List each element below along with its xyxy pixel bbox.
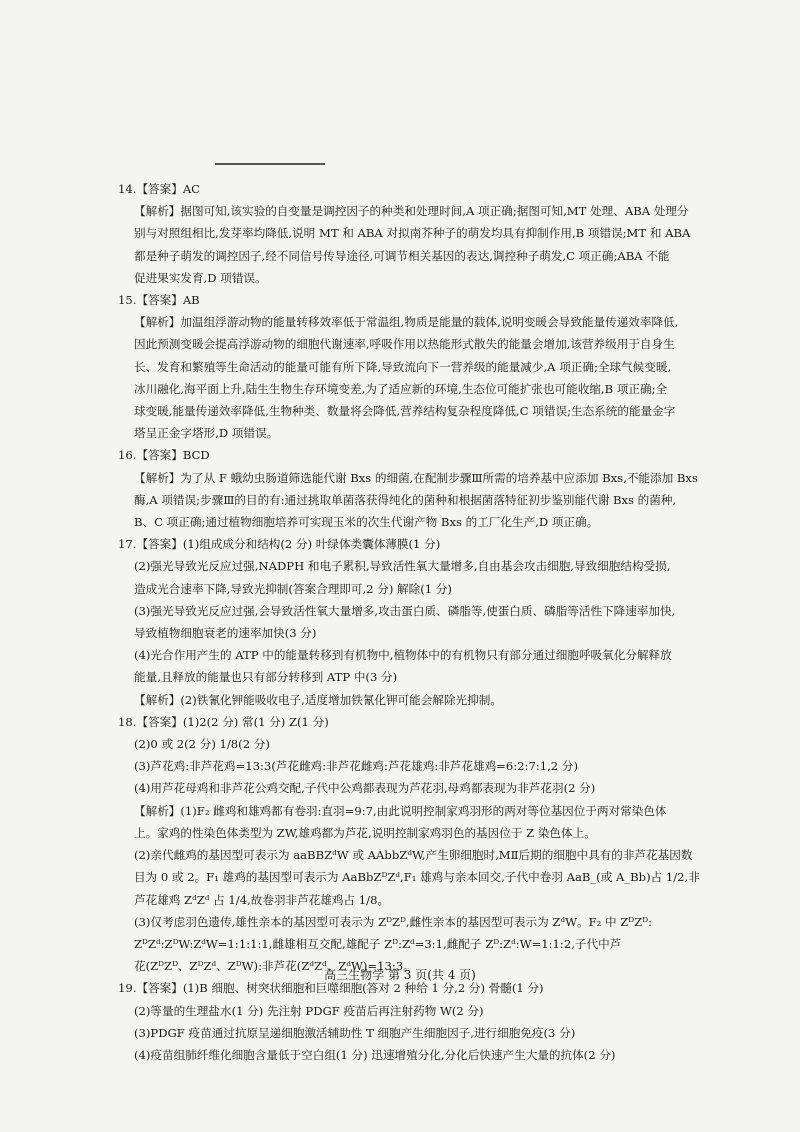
text-line: (4)疫苗组肺纤维化细胞含量低于空白组(1 分) 迅速增殖分化,分化后快速产生大量的抗体(2 分) [134,1047,616,1062]
text-line: 塔呈正金字塔形,D 项错误。 [134,426,279,441]
text-line: 冰川融化,海平面上升,陆生生物生存环境变差,为了适应新的环境,生态位可能扩张也可能收缩,B 项正确;全 [134,381,668,396]
answer-text-body [118,178,700,1066]
text-line: 17.【答案】(1)组成成分和结构(2 分) 叶绿体类囊体薄膜(1 分) [118,537,441,552]
text-line: (3)PDGF 疫苗通过抗原呈递细胞激活辅助性 T 细胞产生细胞因子,进行细胞免疫(3 分) [134,1025,576,1040]
text-line: (2)等量的生理盐水(1 分) 先注射 PDGF 疫苗后再注射药物 W(2 分) [134,1003,484,1018]
text-line: 18.【答案】(1)2(2 分) 常(1 分) Z(1 分) [118,714,329,729]
text-line: 造成光合速率下降,导致光抑制(答案合理即可,2 分) 解除(1 分) [134,581,452,596]
text-line: 酶,A 项错误;步骤Ⅲ的目的有:通过挑取单菌落获得纯化的菌种和根据菌落特征初步鉴别能代谢 Bxs 的菌种, [134,492,677,507]
scan-artifact-line [215,163,325,165]
text-line: 【解析】加温组浮游动物的能量转移效率低于常温组,物质是能量的载体,说明变暖会导致能量传递效率降低, [134,315,679,330]
text-line: (2)0 或 2(2 分) 1/8(2 分) [134,737,270,752]
text-line: 【解析】(2)铁氰化钾能吸收电子,适度增加铁氰化钾可能会解除光抑制。 [134,692,502,707]
text-line: 芦花雄鸡 ZᵈZᵈ 占 1/4,故卷羽非芦花雄鸡占 1/8。 [134,892,390,907]
text-line: 19.【答案】(1)B 细胞、树突状细胞和巨噬细胞(答对 2 种给 1 分,2 分) 骨髓(1 分) [118,981,544,996]
text-line: 16.【答案】BCD [118,448,210,463]
text-line: 15.【答案】AB [118,293,200,308]
text-line: 【解析】据图可知,该实验的自变量是调控因子的种类和处理时间,A 项正确;据图可知,MT 处理、ABA 处理分 [134,204,689,219]
text-line: B、C 项正确;通过植物细胞培养可实现玉米的次生代谢产物 Bxs 的工厂化生产,D 项正确。 [134,515,599,530]
text-line: 促进果实发育,D 项错误。 [134,270,267,285]
text-line: 因此预测变暖会提高浮游动物的细胞代谢速率,呼吸作用以热能形式散失的能量会增加,该营养级用于自身生 [134,337,675,352]
page-footer: 高三生物学 第 3 页(共 4 页) [324,968,476,982]
text-line: ZᴰZᵈ:ZᴰW:ZᵈW=1:1:1:1,雌雄相互交配,雄配子 Zᴰ:Zᵈ=3:1,雌配子 Zᴰ:Zᵈ:W=1:1:2,子代中芦 [134,936,622,951]
text-line: 都是种子萌发的调控因子,经不同信号传导途径,可调节相关基因的表达,调控种子萌发,C 项正确;ABA 不能 [134,248,670,263]
text-line: 别与对照组相比,发芽率均降低,说明 MT 和 ABA 对拟南芥种子的萌发均具有抑制作用,B 项错误;MT 和 ABA [134,226,691,241]
text-line: 【解析】为了从 F 蛾幼虫肠道筛选能代谢 Bxs 的细菌,在配制步骤Ⅲ所需的培养基中应添加 Bxs,不能添加 Bxs [134,470,698,485]
text-line: 14.【答案】AC [118,182,201,196]
text-line: 导致植物细胞衰老的速率加快(3 分) [134,626,317,641]
text-line: (4)光合作用产生的 ATP 中的能量转移到有机物中,植物体中的有机物只有部分通过细胞呼吸氧化分解释放 [134,648,672,663]
text-line: 目为 0 或 2。F₁ 雄鸡的基因型可表示为 AaBbZᴰZᵈ,F₁ 雄鸡与亲本回交,子代中卷羽 AaB_(或 A_Bb)占 1/2,非 [134,870,700,885]
text-line: 花(ZᴰZᴰ、ZᴰZᵈ、ZᴰW):非芦花(ZᵈZᵈ、ZᵈW)=13:3。 [134,959,415,974]
text-line: (2)亲代雌鸡的基因型可表示为 aaBBZᵈW 或 AAbbZᵈW,产生卵细胞时,MⅡ后期的细胞中具有的非芦花基因数 [134,848,693,863]
text-line: (3)强光导致光反应过强,会导致活性氧大量增多,攻击蛋白质、磷脂等,使蛋白质、磷脂等活性下降速率加快, [134,603,676,618]
text-line: 能量,且释放的能量也只有部分转移到 ATP 中(3 分) [134,670,398,685]
text-line: (3)芦花鸡:非芦花鸡=13:3(芦花雌鸡:非芦花雌鸡:芦花雄鸡:非芦花雄鸡=6:2:7:1,2 分) [134,759,578,774]
text-line: (3)仅考虑羽色遗传,雄性亲本的基因型可表示为 ZᴰZᴰ,雌性亲本的基因型可表示为 ZᵈW。F₂ 中 ZᴰZᴰ: [134,914,652,929]
text-line: (2)强光导致光反应过强,NADPH 和电子累积,导致活性氧大量增多,自由基会攻击细胞,导致细胞结构受损, [134,559,671,574]
text-line: 【解析】(1)F₂ 雌鸡和雄鸡都有卷羽:直羽=9:7,由此说明控制家鸡羽形的两对等位基因位于两对常染色体 [134,803,667,818]
text-line: 球变暖,能量传递效率降低,生物种类、数量将会降低,营养结构复杂程度降低,C 项错误;生态系统的能量金字 [134,404,676,419]
text-line: 长、发育和繁殖等生命活动的能量可能有所下降,导致流向下一营养级的能量减少,A 项正确;全球气候变暖, [134,359,672,374]
text-line: 上。家鸡的性染色体类型为 ZW,雄鸡都为芦花,说明控制家鸡羽色的基因位于 Z 染色体上。 [134,825,596,840]
text-line: (4)用芦花母鸡和非芦花公鸡交配,子代中公鸡都表现为芦花羽,母鸡都表现为非芦花羽(2 分) [134,781,596,796]
